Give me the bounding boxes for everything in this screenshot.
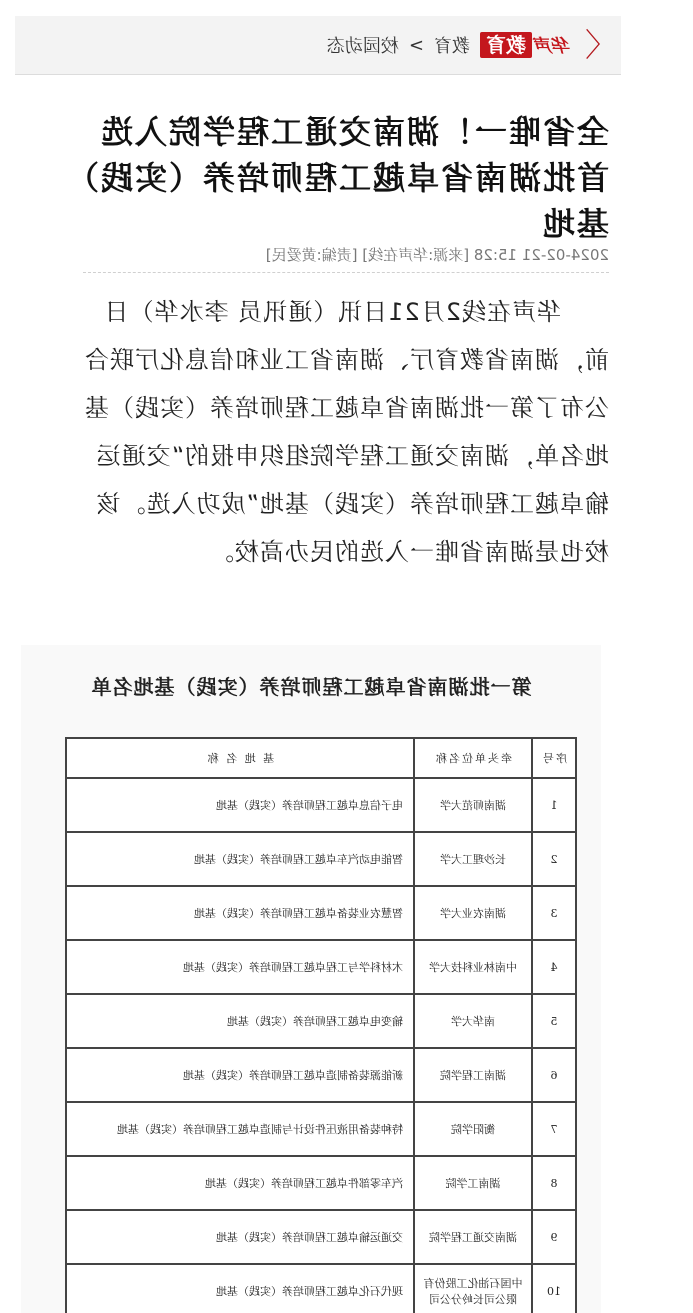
table-row [66,1156,576,1210]
row-base: 电子信息卓越工程师培养（实践）基地 [66,778,414,832]
row-no: 3 [532,886,576,940]
row-base: 汽车零部件卓越工程师培养（实践）基地 [66,1156,414,1210]
breadcrumb-education[interactable]: 教育 [434,36,470,57]
list-image [21,645,601,1313]
header-base: 基 地 名 称 [66,738,414,778]
row-unit: 湖南农业大学 [414,886,532,940]
header-unit: 牵头单位名称 [414,738,532,778]
row-no: 2 [532,832,576,886]
table-row [66,1048,576,1102]
row-no: 5 [532,994,576,1048]
row-unit: 长沙理工大学 [414,832,532,886]
breadcrumb [327,32,470,58]
row-unit: 湖南交通工程学院 [414,1210,532,1264]
row-unit: 中国石油化工股份有限公司长岭分公司 [414,1264,532,1313]
site-logo[interactable] [480,32,571,58]
top-nav-bar [15,16,621,75]
row-unit: 衡阳学院 [414,1102,532,1156]
row-base: 输变电卓越工程师培养（实践）基地 [66,994,414,1048]
table-row [66,1102,576,1156]
row-no: 8 [532,1156,576,1210]
article-meta: 2024-02-21 15:28 [来源:华声在线] [责编:黄爱民] [265,246,609,264]
meta-divider [83,272,609,273]
row-base: 木材科学与工程卓越工程师培养（实践）基地 [66,940,414,994]
row-no: 4 [532,940,576,994]
article-body: 华声在线2月21日讯（通讯员 李水华）日前，湖南省教育厅、湖南省工业和信息化厅联合公布了第一批湖南省卓越工程师培养（实践）基地名单，湖南交通工程学院组织申报的“交通运输卓越工程师培养（实践）基地”成功入选。该校也是湖南省唯一入选的民办高校。 [84,298,609,566]
breadcrumb-campus-news[interactable]: 校园动态 [326,36,399,57]
row-unit: 湖南师范大学 [414,778,532,832]
row-base: 新能源装备制造卓越工程师培养（实践）基地 [66,1048,414,1102]
row-base: 现代石化卓越工程师培养（实践）基地 [66,1264,414,1313]
row-no: 6 [532,1048,576,1102]
header-no: 序号 [532,738,576,778]
article-title: 全省唯一！湖南交通工程学院入选首批湖南省卓越工程师培养（实践）基地 [80,113,609,244]
row-base: 智能电动汽车卓越工程师培养（实践）基地 [66,832,414,886]
table-row [66,1264,576,1313]
list-title: 第一批湖南省卓越工程师培养（实践）基地名单 [90,675,532,699]
row-no: 10 [532,1264,576,1313]
table-row [66,940,576,994]
row-unit: 中南林业科技大学 [414,940,532,994]
row-unit: 湖南工学院 [414,1156,532,1210]
base-list-table [65,737,577,1313]
table-row [66,886,576,940]
row-unit: 南华大学 [414,994,532,1048]
row-base: 交通运输卓越工程师培养（实践）基地 [66,1210,414,1264]
row-no: 7 [532,1102,576,1156]
logo-text-box: 教育 [480,32,532,58]
table-header-row [66,738,576,778]
breadcrumb-separator: > [408,34,424,56]
row-unit: 湖南工程学院 [414,1048,532,1102]
table-row [66,832,576,886]
row-no: 1 [532,778,576,832]
logo-text-red: 华声 [535,36,571,57]
table-row [66,1210,576,1264]
row-no: 9 [532,1210,576,1264]
table-row [66,778,576,832]
back-arrow-icon[interactable]: 〈 [585,26,618,64]
row-base: 特种装备用液压件设计与制造卓越工程师培养（实践）基地 [66,1102,414,1156]
row-base: 智慧农业装备卓越工程师培养（实践）基地 [66,886,414,940]
table-row [66,994,576,1048]
